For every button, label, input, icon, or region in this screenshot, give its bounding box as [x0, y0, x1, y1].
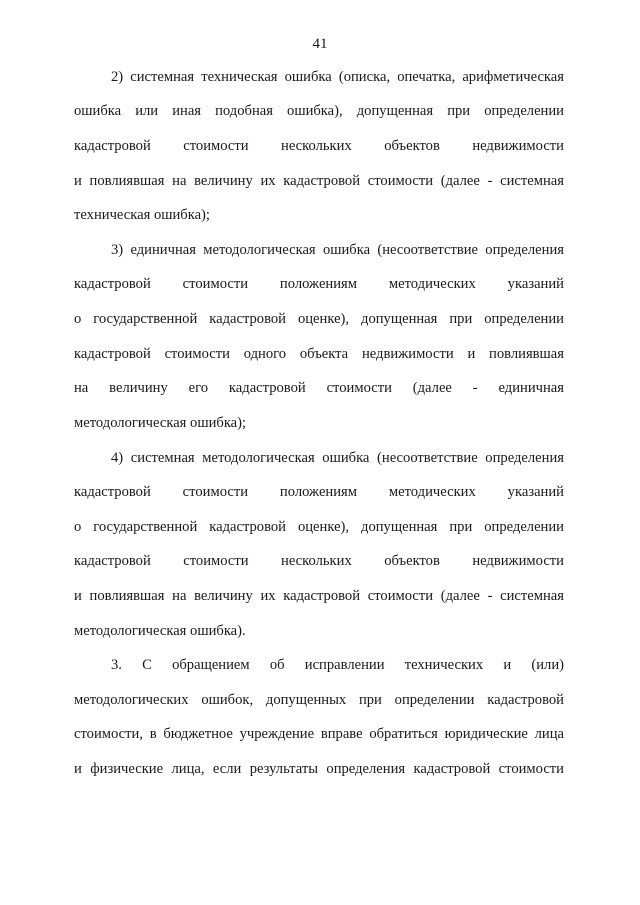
- paragraph-3-line-5: и повлиявшая на величину их кадастровой стоимости (далее - системная: [74, 588, 564, 604]
- paragraph-3-line-4: кадастровой стоимости нескольких объектов недвижимости: [74, 553, 564, 569]
- page-number: 41: [312, 36, 328, 52]
- paragraph-4-line-4: и физические лица, если результаты определения кадастровой стоимости: [74, 761, 564, 777]
- paragraph-2-line-3: о государственной кадастровой оценке), допущенная при определении: [74, 311, 564, 327]
- paragraph-2-line-5: на величину его кадастровой стоимости (далее - единичная: [74, 380, 564, 396]
- paragraph-2-line-4: кадастровой стоимости одного объекта недвижимости и повлиявшая: [74, 346, 564, 362]
- paragraph-4-line-3: стоимости, в бюджетное учреждение вправе обратиться юридические лица: [74, 726, 564, 742]
- paragraph-1-line-5: техническая ошибка);: [74, 207, 210, 223]
- paragraph-3-line-2: кадастровой стоимости положениям методических указаний: [74, 484, 564, 500]
- paragraph-2-line-6: методологическая ошибка);: [74, 415, 247, 431]
- paragraph-1-line-1: 2) системная техническая ошибка (описка, опечатка, арифметическая: [111, 69, 564, 85]
- paragraph-2-line-2: кадастровой стоимости положениям методических указаний: [74, 276, 564, 292]
- paragraph-2-line-1: 3) единичная методологическая ошибка (несоответствие определения: [111, 242, 564, 258]
- paragraph-1-line-3: кадастровой стоимости нескольких объектов недвижимости: [74, 138, 564, 154]
- paragraph-4-line-2: методологических ошибок, допущенных при определении кадастровой: [74, 692, 564, 708]
- paragraph-3-line-3: о государственной кадастровой оценке), допущенная при определении: [74, 519, 564, 535]
- paragraph-3-line-1: 4) системная методологическая ошибка (несоответствие определения: [111, 450, 564, 466]
- paragraph-4-line-1: 3. С обращением об исправлении технических и (или): [111, 657, 564, 673]
- paragraph-3-line-6: методологическая ошибка).: [74, 623, 246, 639]
- paragraph-1-line-2: ошибка или иная подобная ошибка), допущенная при определении: [74, 103, 564, 119]
- paragraph-1-line-4: и повлиявшая на величину их кадастровой стоимости (далее - системная: [74, 173, 564, 189]
